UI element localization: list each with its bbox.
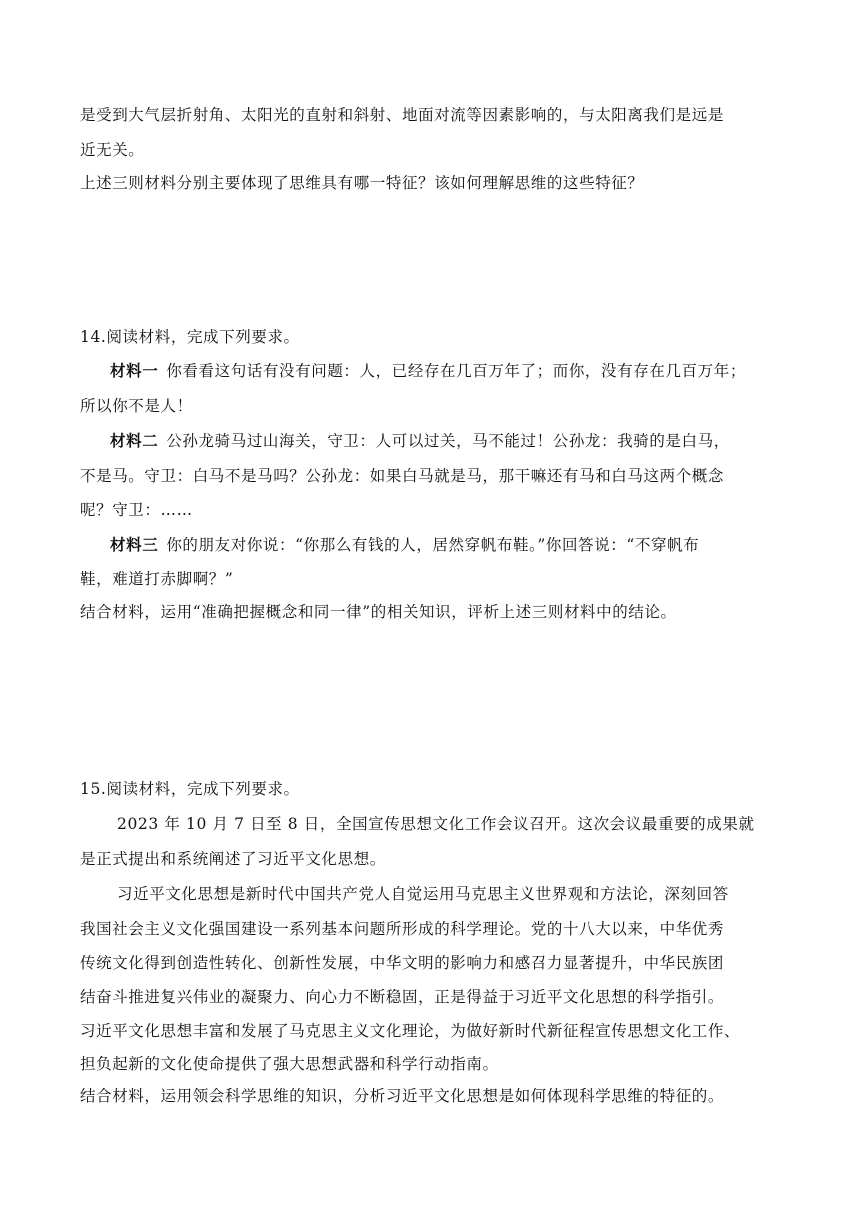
- q14-material-3-line-1: [110, 535, 699, 555]
- q14-material-3-line-2: 鞋，难道打赤脚啊？”: [80, 570, 234, 588]
- q14-material-1-line-1: [110, 361, 746, 381]
- q15-heading: 15.阅读材料，完成下列要求。: [80, 780, 300, 798]
- q15-paragraph-1-line-2: 是正式提出和系统阐述了习近平文化思想。: [80, 850, 386, 868]
- q14-material-2-label: 材料二: [110, 431, 159, 450]
- q15-paragraph-2-line-3: 传统文化得到创造性转化、创新性发展，中华文明的影响力和感召力显著提升，中华民族团: [80, 954, 725, 972]
- q15-question: 结合材料，运用领会科学思维的知识，分析习近平文化思想是如何体现科学思维的特征的。: [80, 1087, 725, 1105]
- q14-question: 结合材料，运用“准确把握概念和同一律”的相关知识，评析上述三则材料中的结论。: [80, 603, 677, 621]
- q14-material-2-line-3: 呢？守卫：……: [80, 501, 193, 519]
- q13-question: 上述三则材料分别主要体现了思维具有哪一特征？该如何理解思维的这些特征？: [80, 174, 644, 192]
- q14-material-1-line-2: 所以你不是人！: [80, 397, 193, 415]
- q15-paragraph-2-line-6: 担负起新的文化使命提供了强大思想武器和科学行动指南。: [80, 1055, 499, 1073]
- q14-material-1-text-1: 你看看这句话有没有问题：人，已经存在几百万年了；而你，没有存在几百万年；: [166, 362, 746, 380]
- q13-text-line-1: 是受到大气层折射角、太阳光的直射和斜射、地面对流等因素影响的，与太阳离我们是远是: [80, 106, 725, 124]
- q15-paragraph-2-line-4: 结奋斗推进复兴伟业的凝聚力、向心力不断稳固，正是得益于习近平文化思想的科学指引。: [80, 988, 725, 1006]
- q14-material-2-line-1: [110, 431, 730, 451]
- q14-material-2-line-2: 不是马。守卫：白马不是马吗？公孙龙：如果白马就是马，那干嘛还有马和白马这两个概念: [80, 467, 725, 485]
- q15-paragraph-2-line-2: 我国社会主义文化强国建设一系列基本问题所形成的科学理论。党的十八大以来，中华优秀: [80, 920, 725, 938]
- q15-paragraph-2-line-1: 习近平文化思想是新时代中国共产党人自觉运用马克思主义世界观和方法论，深刻回答: [117, 885, 729, 903]
- q14-material-3-label: 材料三: [110, 535, 159, 554]
- q14-material-3-text-1: 你的朋友对你说：“你那么有钱的人，居然穿帆布鞋。”你回答说：“不穿帆布: [166, 536, 700, 554]
- q14-heading: 14.阅读材料，完成下列要求。: [80, 328, 300, 346]
- q13-text-line-2: 近无关。: [80, 141, 145, 159]
- q14-material-2-text-1: 公孙龙骑马过山海关，守卫：人可以过关，马不能过！公孙龙：我骑的是白马，: [166, 432, 730, 450]
- q15-paragraph-1-line-1: 2023 年 10 月 7 日至 8 日，全国宣传思想文化工作会议召开。这次会议最重要的成果就: [117, 815, 755, 833]
- q14-material-1-label: 材料一: [110, 361, 159, 380]
- q15-paragraph-2-line-5: 习近平文化思想丰富和发展了马克思主义文化理论，为做好新时代新征程宣传思想文化工作、: [80, 1022, 741, 1040]
